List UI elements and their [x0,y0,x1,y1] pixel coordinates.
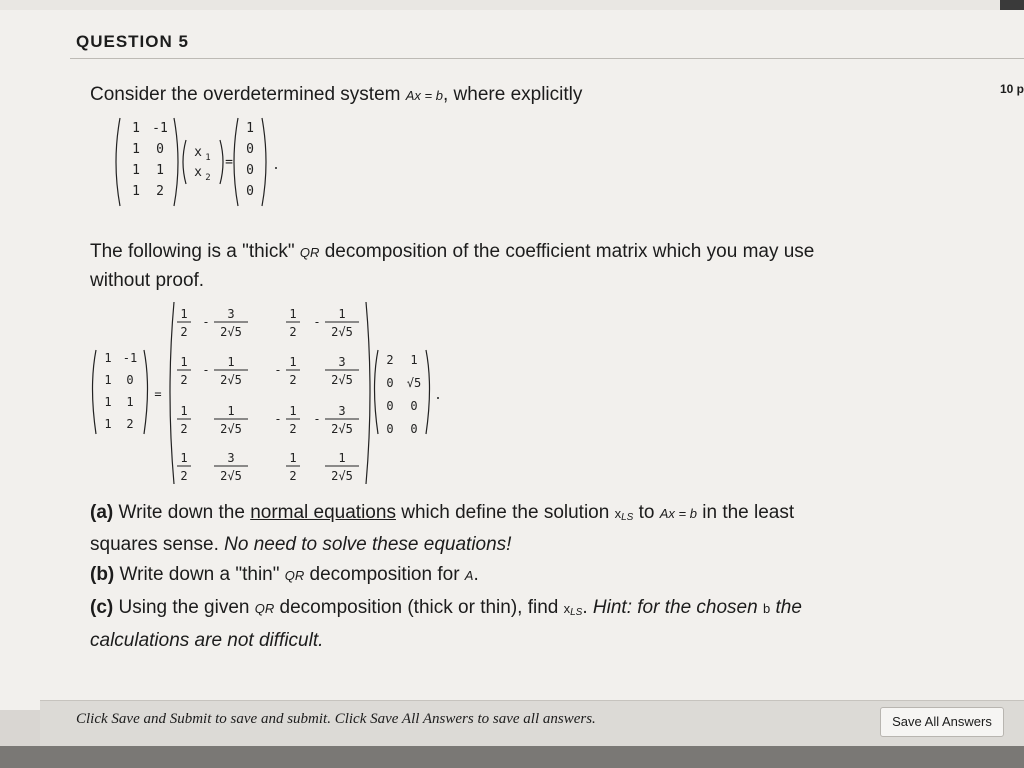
a-cell: 1 [126,395,134,409]
qr-term: QR [299,245,320,260]
part-b-label: (b) [90,564,115,585]
q-denominator: 2√5 [331,325,353,339]
footer-instructions: Click Save and Submit to save and submit. Click Save All Answers to save all answers. [76,711,596,727]
part-c-label: (c) [90,597,114,618]
q-denominator: 2√5 [331,422,353,436]
desk-edge [0,746,1024,768]
q-numerator: 1 [180,451,188,465]
q-sign: - [202,315,210,329]
q-sign: - [313,412,321,426]
intro-equation: Ax = b [405,88,443,103]
a-cell: 1 [132,142,140,157]
intro-line [90,84,582,106]
qr-intro-text-end: decomposition of the coefficient matrix which you may use [324,241,815,262]
qr-term: QR [284,568,305,583]
part-a-text: Write down the [118,502,245,523]
equals-sign: = [154,387,162,401]
q-numerator: 1 [227,404,235,418]
a-cell: 1 [104,351,112,365]
q-numerator: 1 [338,451,346,465]
q-denominator: 2 [180,422,188,436]
part-a-text: squares sense. [90,534,219,555]
part-a-label: (a) [90,502,114,523]
part-a-italic-note: No need to solve these equations! [224,534,512,555]
part-a-line-2 [90,534,511,556]
question-divider [70,58,1024,59]
r-cell: √5 [406,376,422,390]
q-denominator: 2 [180,469,188,483]
intro-text-end: , where explicitly [442,84,583,105]
qr-term: QR [254,601,275,616]
q-sign: - [274,363,282,377]
xls-symbol: $x_{LS}$ [563,601,583,618]
q-numerator: 3 [338,404,346,418]
a-cell: 1 [132,163,140,178]
a-cell: 1 [156,163,164,178]
x-subscript: 2 [205,173,211,183]
equals-sign: = [225,155,233,170]
q-denominator: 2√5 [331,373,353,387]
question-title: QUESTION 5 [76,32,189,51]
q-numerator: 1 [289,307,297,321]
a-cell: 0 [126,373,134,387]
footer-bar [40,700,1024,747]
save-all-answers-button[interactable]: Save All Answers [880,707,1004,737]
xls-symbol: $x_{LS}$ [614,506,634,523]
qr-decomposition [86,298,446,488]
q-sign: - [202,363,210,377]
a-cell: 0 [156,142,164,157]
q-numerator: 1 [180,307,188,321]
q-numerator: 3 [338,355,346,369]
r-cell: 0 [386,376,394,390]
qr-intro-text: The following is a "thick" [90,241,295,262]
r-cell: 0 [386,399,394,413]
b-cell: 0 [246,142,254,157]
part-c-line-2: calculations are not difficult. [90,630,324,651]
b-cell: 0 [246,184,254,199]
a-cell: 2 [156,184,164,199]
q-numerator: 1 [289,355,297,369]
x-variable: x [194,145,202,160]
part-c-text: Using the given [118,597,250,618]
q-denominator: 2√5 [220,422,242,436]
part-a-text: which define the solution [401,502,610,523]
system-equation [110,114,280,210]
a-cell: 1 [104,373,112,387]
r-cell: 0 [410,399,418,413]
part-a-equation: Ax = b [659,506,697,521]
a-cell: -1 [152,121,168,136]
matrix-a-symbol: A [464,568,474,583]
q-denominator: 2 [289,325,297,339]
q-denominator: 2 [289,422,297,436]
q-denominator: 2 [289,469,297,483]
part-a-text: in the least [702,502,795,523]
q-denominator: 2√5 [220,373,242,387]
a-cell: 1 [104,417,112,431]
part-b-text: Write down a "thin" [119,564,280,585]
b-cell: 1 [246,121,254,136]
q-denominator: 2√5 [331,469,353,483]
points-label: 10 p [1000,82,1024,96]
q-numerator: 1 [338,307,346,321]
b-cell: 0 [246,163,254,178]
part-b-text: decomposition for [309,564,460,585]
q-denominator: 2√5 [220,469,242,483]
r-cell: 0 [410,422,418,436]
period: . [473,564,479,585]
b-symbol: b [762,601,771,616]
r-cell: 0 [386,422,394,436]
q-numerator: 3 [227,451,235,465]
part-c-line-1 [90,597,802,619]
hint-text: Hint: for the chosen [592,597,758,618]
a-cell: 1 [132,184,140,199]
qr-intro-line-2: without proof. [90,270,205,291]
a-cell: 1 [132,121,140,136]
x-variable: x [194,165,202,180]
a-cell: 1 [104,395,112,409]
qr-intro-line [90,241,814,263]
hint-text: the [775,597,802,618]
part-a-line-1 [90,502,794,524]
q-numerator: 3 [227,307,235,321]
part-b-line [90,564,479,586]
q-matrix [177,307,359,483]
period: . [582,597,588,618]
q-numerator: 1 [180,355,188,369]
r-cell: 1 [410,353,418,367]
q-denominator: 2 [289,373,297,387]
q-numerator: 1 [180,404,188,418]
q-numerator: 1 [289,404,297,418]
x-subscript: 1 [205,153,211,163]
a-cell: -1 [122,351,138,365]
normal-equations-link[interactable]: normal equations [250,502,396,523]
q-numerator: 1 [289,451,297,465]
intro-text: Consider the overdetermined system [90,84,401,105]
q-denominator: 2√5 [220,325,242,339]
part-c-text: decomposition (thick or thin), find [279,597,559,618]
q-denominator: 2 [180,325,188,339]
q-sign: - [274,412,282,426]
q-sign: - [313,315,321,329]
q-denominator: 2 [180,373,188,387]
r-cell: 2 [386,353,394,367]
q-numerator: 1 [227,355,235,369]
a-cell: 2 [126,417,134,431]
part-a-text: to [638,502,655,523]
